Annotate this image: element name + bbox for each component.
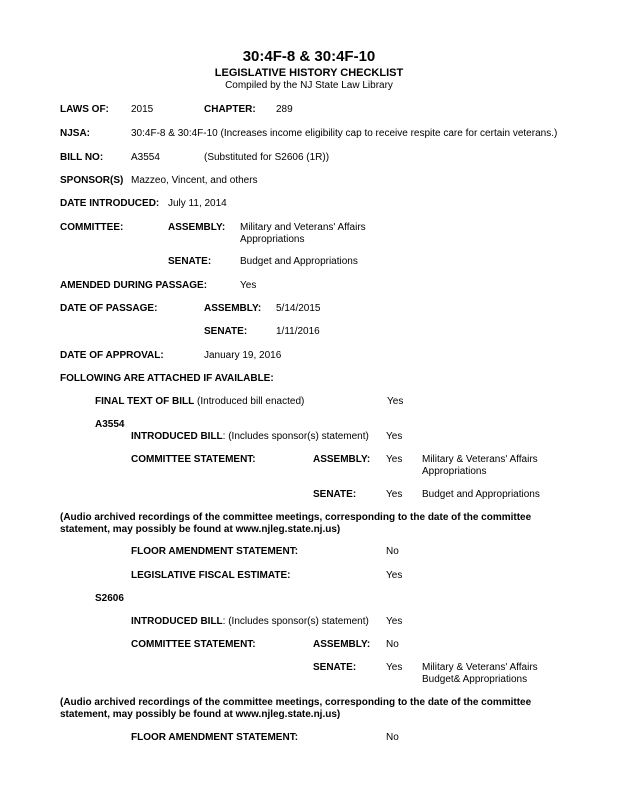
passage-senate-value: 1/11/2016	[276, 326, 320, 337]
final-text-label: FINAL TEXT OF BILL	[95, 396, 195, 407]
passage-assembly-value: 5/14/2015	[276, 303, 321, 314]
committee-label: COMMITTEE:	[60, 222, 124, 233]
page-subtitle: LEGISLATIVE HISTORY CHECKLIST	[214, 67, 404, 79]
attached-heading: FOLLOWING ARE ATTACHED IF AVAILABLE:	[60, 373, 274, 384]
a3554-introduced-note: : (Includes sponsor(s) statement)	[222, 431, 369, 442]
committee-senate-value: Budget and Appropriations	[240, 256, 358, 267]
s2606-committee-label: COMMITTEE STATEMENT:	[131, 639, 256, 650]
njsa-value: 30:4F-8 & 30:4F-10 (Increases income eligibility cap to receive respite care for certain veterans.)	[131, 128, 558, 139]
a3554-floor-value: No	[386, 546, 399, 557]
committee-senate-label: SENATE:	[168, 256, 212, 267]
s2606-heading: S2606	[95, 593, 124, 604]
approval-value: January 19, 2016	[204, 350, 282, 361]
chapter-value: 289	[276, 104, 293, 115]
s2606-senate-label: SENATE:	[313, 662, 357, 673]
s2606-introduced-note: : (Includes sponsor(s) statement)	[222, 616, 369, 627]
s2606-audio-note: (Audio archived recordings of the committee meetings, corresponding to the date of the committee statement, may possibly be found at www.njleg.state.nj.us)	[60, 697, 532, 720]
final-text-value: Yes	[387, 396, 404, 407]
committee-assembly-label: ASSEMBLY:	[168, 222, 226, 233]
a3554-introduced-row	[131, 431, 369, 443]
a3554-introduced-label: INTRODUCED BILL	[131, 431, 223, 442]
s2606-floor-label: FLOOR AMENDMENT STATEMENT:	[131, 732, 299, 743]
a3554-heading: A3554	[95, 419, 125, 430]
approval-label: DATE OF APPROVAL:	[60, 350, 164, 361]
sponsors-value: Mazzeo, Vincent, and others	[131, 175, 258, 186]
a3554-fiscal-label: LEGISLATIVE FISCAL ESTIMATE:	[131, 570, 291, 581]
s2606-senate-comm2: Budget& Appropriations	[422, 674, 528, 685]
bill-no-value: A3554	[131, 152, 160, 163]
s2606-senate-comm1: Military & Veterans' Affairs	[422, 662, 538, 673]
s2606-floor-value: No	[386, 732, 399, 743]
s2606-introduced-row	[131, 616, 369, 628]
compiled-by: Compiled by the NJ State Law Library	[225, 80, 393, 91]
a3554-assembly-comm1: Military & Veterans' Affairs	[422, 454, 538, 465]
bill-no-label: BILL NO:	[60, 152, 104, 163]
date-introduced-label: DATE INTRODUCED:	[60, 198, 160, 209]
s2606-assembly-value: No	[386, 639, 399, 650]
amended-value: Yes	[240, 280, 257, 291]
a3554-fiscal-value: Yes	[386, 570, 403, 581]
a3554-senate-comm: Budget and Appropriations	[422, 489, 540, 500]
a3554-floor-label: FLOOR AMENDMENT STATEMENT:	[131, 546, 299, 557]
committee-assembly-line1: Military and Veterans' Affairs	[240, 222, 366, 233]
a3554-audio-note: (Audio archived recordings of the committee meetings, corresponding to the date of the committee statement, may possibly be found at www.njleg.state.nj.us)	[60, 512, 532, 535]
passage-label: DATE OF PASSAGE:	[60, 303, 158, 314]
final-text-row	[95, 396, 304, 408]
final-text-note: (Introduced bill enacted)	[197, 396, 305, 407]
a3554-introduced-value: Yes	[386, 431, 403, 442]
a3554-committee-label: COMMITTEE STATEMENT:	[131, 454, 256, 465]
a3554-assembly-value: Yes	[386, 454, 403, 465]
s2606-introduced-label: INTRODUCED BILL	[131, 616, 223, 627]
a3554-assembly-label: ASSEMBLY:	[313, 454, 371, 465]
passage-senate-label: SENATE:	[204, 326, 248, 337]
laws-of-value: 2015	[131, 104, 154, 115]
a3554-senate-value: Yes	[386, 489, 403, 500]
a3554-assembly-comm2: Appropriations	[422, 466, 487, 477]
s2606-senate-value: Yes	[386, 662, 403, 673]
date-introduced-value: July 11, 2014	[168, 198, 227, 209]
a3554-senate-label: SENATE:	[313, 489, 357, 500]
committee-assembly-line2: Appropriations	[240, 234, 305, 245]
sponsors-label: SPONSOR(S)	[60, 175, 124, 186]
passage-assembly-label: ASSEMBLY:	[204, 303, 262, 314]
njsa-label: NJSA:	[60, 128, 91, 139]
page-title: 30:4F-8 & 30:4F-10	[242, 48, 376, 65]
s2606-assembly-label: ASSEMBLY:	[313, 639, 371, 650]
s2606-introduced-value: Yes	[386, 616, 403, 627]
bill-no-note: (Substituted for S2606 (1R))	[204, 152, 330, 163]
laws-of-label: LAWS OF:	[60, 104, 109, 115]
amended-label: AMENDED DURING PASSAGE:	[60, 280, 208, 291]
chapter-label: CHAPTER:	[204, 104, 256, 115]
